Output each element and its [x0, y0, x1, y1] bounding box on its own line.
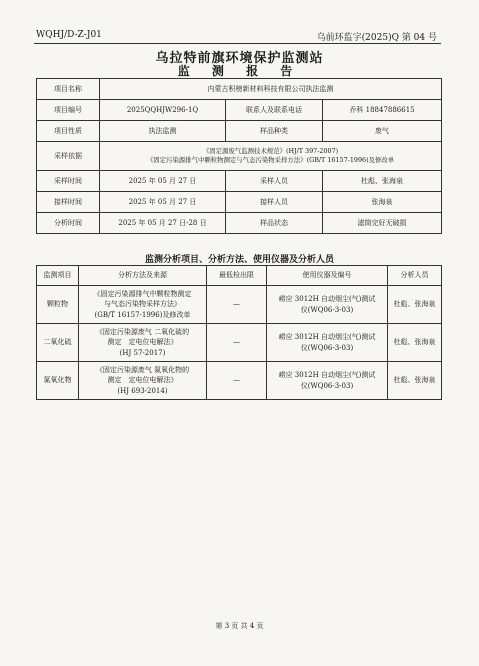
method-line: 测定 定电位电解法》	[107, 338, 178, 347]
instrument-line: 仪(WQ06-3-03)	[300, 381, 354, 390]
analyst: 杜彪、张海泉	[388, 286, 442, 324]
info-label: 采样人员	[226, 171, 323, 192]
report-title: 监 测 报 告	[177, 64, 302, 78]
method-line: 与气态污染物采样方法》	[104, 300, 181, 309]
table-row	[37, 362, 442, 400]
info-value: 2025QQHJW296-1Q	[100, 100, 226, 121]
column-header: 分析方法及来源	[79, 266, 207, 286]
monitoring-item: 颗粒物	[37, 286, 79, 324]
info-label: 样品状态	[226, 213, 323, 234]
column-header: 分析人员	[388, 266, 442, 286]
instrument-line: 崂应 3012H 自动烟尘(气)测试	[278, 333, 376, 342]
info-label: 分析时间	[37, 213, 100, 234]
column-header: 使用仪器及编号	[267, 266, 388, 286]
instrument	[267, 286, 388, 324]
table-row	[37, 286, 442, 324]
document-code: WQHJ/D-Z-J01	[36, 30, 102, 40]
sampling-basis-line: 《固定污染源排气中颗粒物测定与气态污染物采样方法》(GB/T 16157-1996)及修改单	[146, 156, 395, 164]
info-label: 接样时间	[37, 192, 100, 213]
analysis-section-title: 监测分析项目、分析方法、使用仪器及分析人员	[144, 255, 334, 265]
detection-limit: —	[207, 286, 267, 324]
info-label: 接样人员	[226, 192, 323, 213]
info-value-sampling-basis	[100, 142, 442, 171]
instrument-line: 仪(WQ06-3-03)	[300, 305, 354, 314]
info-value: 张海泉	[323, 192, 442, 213]
analysis-method	[79, 286, 207, 324]
monitoring-item: 氮氧化物	[37, 362, 79, 400]
analysis-method	[79, 362, 207, 400]
analysis-method	[79, 324, 207, 362]
info-row	[37, 79, 442, 100]
info-label: 项目名称	[37, 79, 100, 100]
monitoring-item: 二氧化硫	[37, 324, 79, 362]
info-row	[37, 121, 442, 142]
info-value: 2025 年 05 月 27 日	[100, 192, 226, 213]
method-line: 测定 定电位电解法》	[107, 376, 178, 385]
info-value: 滤筒完好无破损	[323, 213, 442, 234]
info-label: 项目性质	[37, 121, 100, 142]
info-label: 样品种类	[226, 121, 323, 142]
info-row	[37, 100, 442, 121]
instrument-line: 崂应 3012H 自动烟尘(气)测试	[278, 295, 376, 304]
header-rule	[34, 43, 441, 44]
detection-limit: —	[207, 362, 267, 400]
info-label: 项目编号	[37, 100, 100, 121]
project-info-table	[36, 78, 442, 234]
method-line: (HJ 693-2014)	[117, 386, 168, 395]
info-row	[37, 142, 442, 171]
method-line: (HJ 57-2017)	[119, 348, 166, 357]
instrument-line: 仪(WQ06-3-03)	[300, 343, 354, 352]
report-number: 乌前环监字(2025)Q 第 04 号	[316, 33, 437, 43]
column-header: 监测项目	[37, 266, 79, 286]
analyst: 杜彪、张海泉	[388, 324, 442, 362]
page-number: 第 3 页 共 4 页	[215, 622, 264, 630]
method-line: 《固定污染源废气 二氧化硫的	[95, 328, 190, 337]
info-value: 内蒙古积榜新材料科技有限公司执法监测	[100, 79, 442, 100]
analysis-table	[36, 265, 442, 400]
instrument	[267, 362, 388, 400]
seal-stamp	[456, 296, 468, 372]
analyst: 杜彪、张海泉	[388, 362, 442, 400]
info-value: 执法监测	[100, 121, 226, 142]
column-header: 最低检出限	[207, 266, 267, 286]
info-value: 废气	[323, 121, 442, 142]
instrument	[267, 324, 388, 362]
sampling-basis-line: 《固定源废气监测技术规范》(HJ/T 397-2007)	[202, 146, 339, 155]
info-label: 采样依据	[37, 142, 100, 171]
info-label: 联系人及联系电话	[226, 100, 323, 121]
method-line: (GB/T 16157-1996)及修改单	[94, 310, 191, 319]
info-value: 2025 年 05 月 27 日	[100, 171, 226, 192]
method-line: 《固定污染源废气 氮氧化物的	[95, 366, 190, 375]
info-row	[37, 171, 442, 192]
organization-name: 乌拉特前旗环境保护监测站	[155, 51, 324, 66]
info-row	[37, 213, 442, 234]
info-label: 采样时间	[37, 171, 100, 192]
info-value: 杜彪、张海泉	[323, 171, 442, 192]
info-row	[37, 192, 442, 213]
method-line: 《固定污染源排气中颗粒物测定	[93, 290, 192, 299]
table-row	[37, 324, 442, 362]
detection-limit: —	[207, 324, 267, 362]
instrument-line: 崂应 3012H 自动烟尘(气)测试	[278, 371, 376, 380]
info-value: 乔科 18847886615	[323, 100, 442, 121]
info-value: 2025 年 05 月 27 日-28 日	[100, 213, 226, 234]
analysis-header-row	[37, 266, 442, 286]
